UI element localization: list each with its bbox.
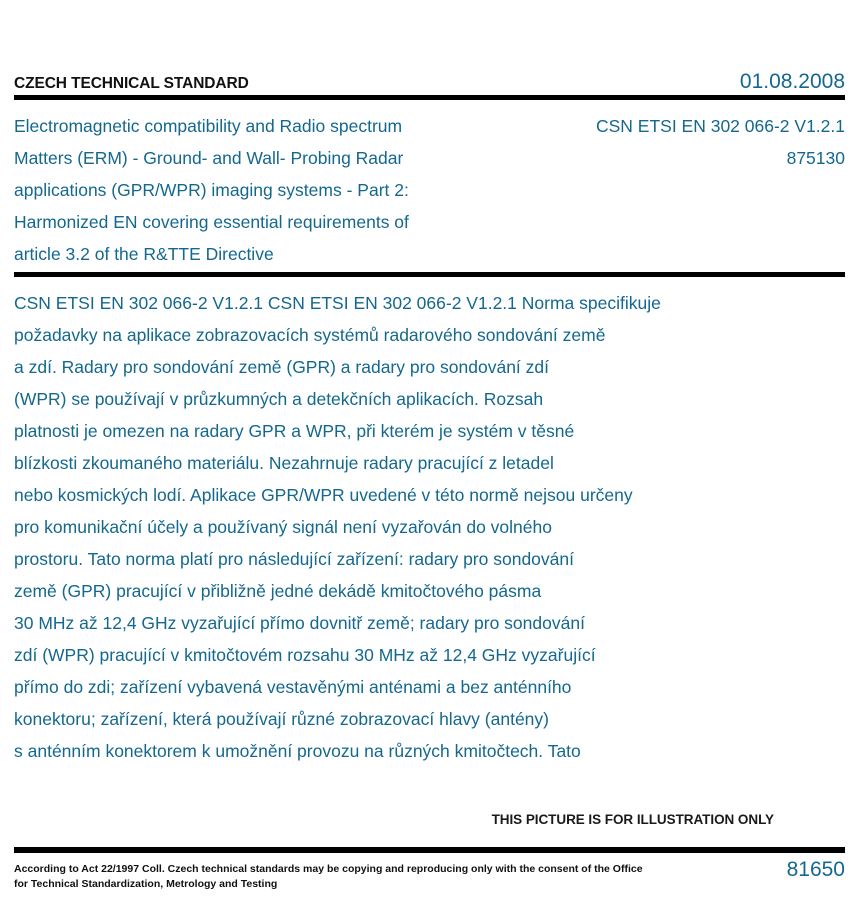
abstract-line: (WPR) se používají v průzkumných a detekčních aplikacích. Rozsah bbox=[14, 389, 544, 409]
standard-designation: CSN ETSI EN 302 066-2 V1.2.1 bbox=[595, 116, 845, 136]
standard-title-text bbox=[14, 110, 514, 270]
standard-kind-label: CZECH TECHNICAL STANDARD bbox=[14, 75, 249, 92]
title-line: applications (GPR/WPR) imaging systems - Part 2: bbox=[14, 180, 409, 200]
illustration-only-notice: THIS PICTURE IS FOR ILLUSTRATION ONLY bbox=[491, 812, 774, 827]
standard-abstract bbox=[14, 287, 845, 767]
standard-designation-block bbox=[514, 110, 845, 174]
abstract-line: CSN ETSI EN 302 066-2 V1.2.1 CSN ETSI EN 302 066-2 V1.2.1 Norma specifikuje bbox=[14, 293, 661, 313]
abstract-line: prostoru. Tato norma platí pro následující zařízení: radary pro sondování bbox=[14, 549, 574, 569]
abstract-line: přímo do zdi; zařízení vybavená vestavěnými anténami a bez anténního bbox=[14, 677, 572, 697]
document-header bbox=[14, 70, 845, 94]
abstract-line: 30 MHz až 12,4 GHz vyzařující přímo dovnitř země; radary pro sondování bbox=[14, 613, 585, 633]
abstract-line: konektoru; zařízení, která používají různé zobrazovací hlavy (antény) bbox=[14, 709, 549, 729]
header-divider-rule bbox=[14, 95, 845, 100]
title-line: Electromagnetic compatibility and Radio spectrum bbox=[14, 116, 403, 136]
abstract-line: zdí (WPR) pracující v kmitočtovém rozsahu 30 MHz až 12,4 GHz vyzařující bbox=[14, 645, 596, 665]
copyright-line: According to Act 22/1997 Coll. Czech technical standards may be copying and reproducing only with the consent of the Office bbox=[14, 863, 643, 875]
document-footer bbox=[14, 858, 845, 892]
title-line: Harmonized EN covering essential requirements of bbox=[14, 212, 409, 232]
title-line: article 3.2 of the R&TTE Directive bbox=[14, 244, 274, 264]
abstract-line: a zdí. Radary pro sondování země (GPR) a radary pro sondování zdí bbox=[14, 357, 549, 377]
abstract-line: platnosti je omezen na radary GPR a WPR, při kterém je systém v těsné bbox=[14, 421, 575, 441]
title-divider-rule bbox=[14, 272, 845, 277]
publication-date: 01.08.2008 bbox=[739, 70, 845, 93]
copyright-line: for Technical Standardization, Metrology and Testing bbox=[14, 878, 278, 890]
abstract-line: země (GPR) pracující v přibližně jedné dekádě kmitočtového pásma bbox=[14, 581, 542, 601]
title-line: Matters (ERM) - Ground- and Wall- Probing Radar bbox=[14, 148, 404, 168]
abstract-line: požadavky na aplikace zobrazovacích systémů radarového sondování země bbox=[14, 325, 606, 345]
abstract-line: blízkosti zkoumaného materiálu. Nezahrnuje radary pracující z letadel bbox=[14, 453, 554, 473]
abstract-line: s anténním konektorem k umožnění provozu na různých kmitočtech. Tato bbox=[14, 741, 581, 761]
standard-title-block bbox=[14, 110, 845, 270]
copyright-notice bbox=[14, 862, 643, 892]
standard-classification-number: 875130 bbox=[786, 148, 845, 168]
document-order-number: 81650 bbox=[786, 858, 845, 881]
abstract-line: nebo kosmických lodí. Aplikace GPR/WPR uvedené v této normě nejsou určeny bbox=[14, 485, 633, 505]
abstract-line: pro komunikační účely a používaný signál není vyzařován do volného bbox=[14, 517, 552, 537]
footer-divider-rule bbox=[14, 847, 845, 853]
